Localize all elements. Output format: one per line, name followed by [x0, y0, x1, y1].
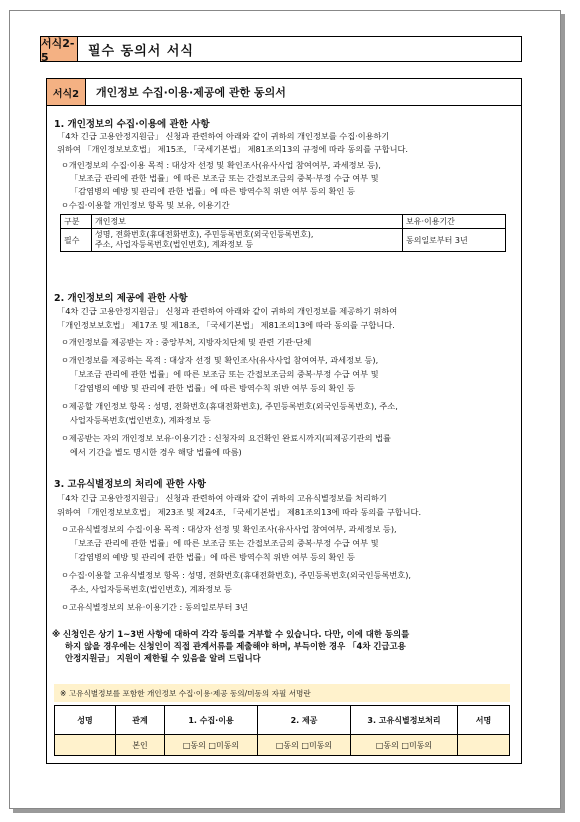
section2-heading: 2. 개인정보의 제공에 관한 사항	[54, 293, 188, 304]
sign-header-unique-id: 3. 고유식별정보처리	[351, 706, 458, 735]
sign-name-field[interactable]	[55, 735, 116, 756]
personal-info-table	[60, 214, 506, 252]
section2-bullet: ㅇ제공할 개인정보 항목 : 성명, 전화번호(휴대전화번호), 주민등록번호(외국인등록번호), 주소,	[61, 401, 398, 411]
section2-bullet: 사업자등록번호(법인번호), 계좌정보 등	[70, 415, 211, 425]
consent-form-tag: 서식2	[47, 79, 86, 105]
section2-bullet: ㅇ개인정보를 제공받는 자 : 중앙부처, 지방자치단체 및 관련 기관·단체	[61, 337, 312, 347]
section1-bullet: 「감염병의 예방 및 관리에 관한 법률」에 따른 방역수칙 위반 여부 등의 확인 등	[70, 186, 355, 196]
section2-bullet: ㅇ제공받는 자의 개인정보 보유·이용기간 : 신청자의 요건확인 완료시까지(피제공기관의 법률	[61, 433, 391, 443]
section2-bullet: ㅇ개인정보를 제공하는 목적 : 대상자 선정 및 확인조사(유사사업 참여여부, 과세정보 등),	[61, 355, 379, 365]
table-cell-info	[92, 229, 403, 252]
table-cell-period: 동의일로부터 3년	[403, 229, 506, 252]
consent-provision-checkboxes[interactable]: □동의 □미동의	[258, 735, 351, 756]
sign-header-collection: 1. 수집·이용	[165, 706, 258, 735]
form-header-title: 필수 동의서 서식	[88, 43, 194, 59]
refusal-notice-line: 하지 않을 경우에는 신청인이 직접 관계서류를 제출해야 하며, 부득이한 경우 「4차 긴급고용	[65, 641, 406, 651]
section3-bullet: ㅇ수집·이용할 고유식별정보 항목 : 성명, 전화번호(휴대전화번호), 주민등록번호(외국인등록번호),	[61, 570, 412, 580]
signature-notice: ※ 고유식별정보를 포함한 개인정보 수집·이용·제공 동의/미동의 자필 서명란	[54, 684, 510, 702]
section1-text: 위하여 「개인정보보호법」 제15조, 「국세기본법」 제81조의13의 규정에 따라 동의를 구합니다.	[57, 144, 409, 154]
sign-header-provision: 2. 제공	[258, 706, 351, 735]
section3-bullet: 「보조금 관리에 관한 법률」에 따른 보조금 또는 간접보조금의 중복·부정 수급 여부 및	[70, 538, 379, 548]
refusal-notice-line: 안정지원금」 지원이 제한될 수 있음을 알려 드립니다	[65, 653, 261, 663]
signature-field[interactable]	[458, 735, 510, 756]
section3-text: 위하여 「개인정보보호법」 제23조 및 제24조, 「국세기본법」 제81조의13에 따라 동의를 구합니다.	[57, 507, 422, 517]
section1-text: 「4차 긴급 고용안정지원금」 신청과 관련하여 아래와 같이 귀하의 개인정보를 수집·이용하기	[57, 131, 390, 141]
table-header-type: 구분	[61, 215, 92, 229]
consent-form-title: 개인정보 수집·이용·제공에 관한 동의서	[96, 86, 286, 99]
section1-heading: 1. 개인정보의 수집·이용에 관한 사항	[54, 119, 210, 130]
form-number-tag: 서식2-5	[41, 37, 78, 61]
section2-bullet: 「보조금 관리에 관한 법률」에 따른 보조금 또는 간접보조금의 중복·부정 수급 여부 및	[70, 369, 379, 379]
refusal-notice	[52, 628, 409, 664]
sign-header-relation: 관계	[116, 706, 165, 735]
signature-table	[54, 705, 510, 756]
consent-form-title-bar	[47, 79, 521, 106]
table-header-period: 보유·이용기간	[403, 215, 506, 229]
section1-bullet: ㅇ개인정보의 수집·이용 목적 : 대상자 선정 및 확인조사(유사사업 참여여부, 과세정보 등),	[61, 160, 381, 170]
section2-text: 「개인정보보호법」 제17조 및 제18조, 「국세기본법」 제81조의13에 따라 동의를 구합니다.	[57, 320, 395, 330]
sign-header-name: 성명	[55, 706, 116, 735]
form-header	[40, 36, 522, 62]
section3-bullet: 주소, 사업자등록번호(법인번호), 계좌정보 등	[70, 584, 232, 594]
table-cell-info-line: 성명, 전화번호(휴대전화번호), 주민등록번호(외국인등록번호),	[95, 230, 314, 239]
section2-bullet: 「감염병의 예방 및 관리에 관한 법률」에 따른 방역수칙 위반 여부 등의 확인 등	[70, 383, 355, 393]
section3-heading: 3. 고유식별정보의 처리에 관한 사항	[54, 479, 206, 490]
section1-bullet: 「보조금 관리에 관한 법률」에 따른 보조금 또는 간접보조금의 중복·부정 수급 여부 및	[70, 173, 379, 183]
sign-header-signature: 서명	[458, 706, 510, 735]
section2-bullet: 에서 기간을 별도 명시한 경우 해당 법률에 따름)	[70, 447, 242, 457]
table-cell-info-line: 주소, 사업자등록번호(법인번호), 계좌정보 등	[95, 240, 254, 249]
consent-unique-id-checkboxes[interactable]: □동의 □미동의	[351, 735, 458, 756]
section1-bullet: ㅇ수집·이용할 개인정보 항목 및 보유, 이용기간	[61, 200, 230, 210]
table-cell-type: 필수	[61, 229, 92, 252]
section3-bullet: ㅇ고유식별정보의 보유·이용기간 : 동의일로부터 3년	[61, 602, 249, 612]
section3-text: 「4차 긴급 고용안정지원금」 신청과 관련하여 아래와 같이 귀하의 고유식별정보를 처리하기	[57, 493, 387, 503]
consent-collection-checkboxes[interactable]: □동의 □미동의	[165, 735, 258, 756]
refusal-notice-line: ※ 신청인은 상기 1~3번 사항에 대하여 각각 동의를 거부할 수 있습니다. 다만, 이에 대한 동의를	[52, 629, 410, 639]
sign-relation-cell: 본인	[116, 735, 165, 756]
section3-bullet: 「감염병의 예방 및 관리에 관한 법률」에 따른 방역수칙 위반 여부 등의 확인 등	[70, 552, 355, 562]
table-header-info: 개인정보	[92, 215, 403, 229]
section3-bullet: ㅇ고유식별정보의 수집·이용 목적 : 대상자 선정 및 확인조사(유사사업 참여여부, 과세정보 등),	[61, 524, 397, 534]
section2-text: 「4차 긴급 고용안정지원금」 신청과 관련하여 아래와 같이 귀하의 개인정보를 제공하기 위하여	[57, 306, 398, 316]
